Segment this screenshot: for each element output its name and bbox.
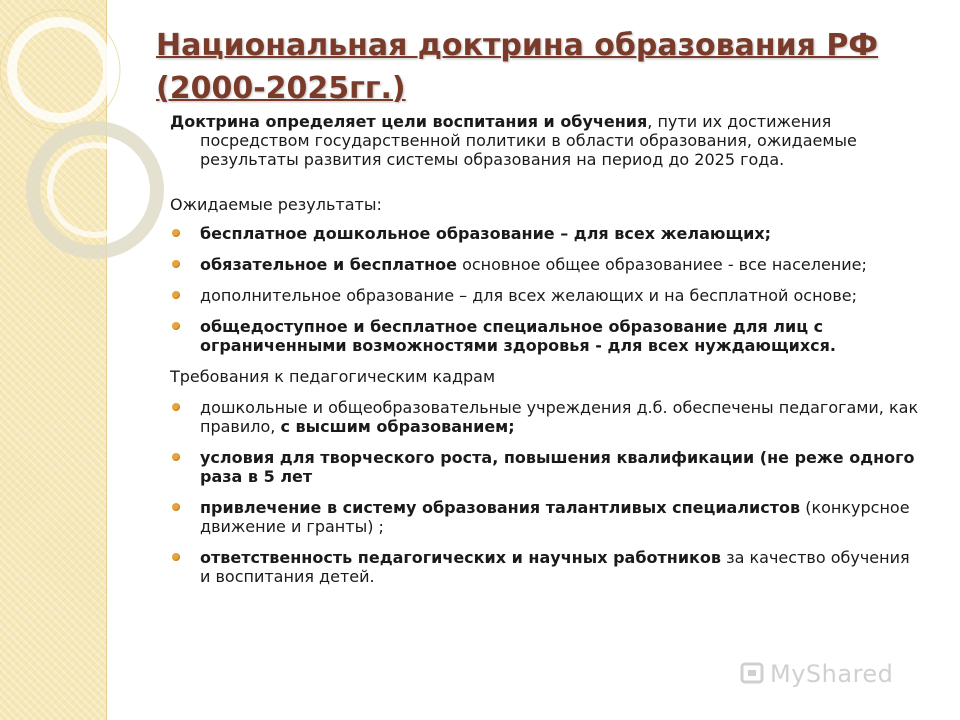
item-text: дошкольные и общеобразовательные учреждения д.б. обеспечены педагогами, как правило, — [200, 398, 919, 436]
item-bold: обязательное и бесплатное — [200, 255, 457, 274]
item-text: (конкурсное движение и гранты) ; — [200, 498, 910, 536]
watermark-icon — [738, 658, 766, 688]
item-bold: бесплатное дошкольное образование – для всех желающих; — [200, 224, 772, 243]
slide-body — [170, 112, 925, 598]
list-item — [170, 398, 925, 436]
list-item — [170, 286, 925, 305]
expected-results-heading: Ожидаемые результаты: — [170, 195, 382, 214]
expected-results-list — [170, 224, 925, 355]
list-item — [170, 224, 925, 243]
item-bold: с высшим образованием; — [280, 417, 515, 436]
list-item — [170, 317, 925, 355]
staff-requirements-list — [170, 398, 925, 586]
intro-paragraph — [170, 112, 925, 169]
item-text: основное общее образованиее - все население; — [457, 255, 867, 274]
intro-text: , пути их достижения посредством государственной политики в области образования, ожидаемые результаты развития системы образования на период до 2025 года. — [200, 112, 857, 169]
item-text: за качество обучения и воспитания детей. — [200, 548, 910, 586]
item-bold: общедоступное и бесплатное специальное образование для лиц с ограниченными возможностями здоровья - для всех нуждающихся. — [200, 317, 837, 355]
staff-requirements-heading: Требования к педагогическим кадрам — [170, 367, 496, 386]
item-bold: условия для творческого роста, повышения квалификации (не реже одного раза в 5 лет — [200, 448, 915, 486]
item-bold: привлечение в систему образования талантливых специалистов — [200, 498, 801, 517]
item-bold: ответственность педагогических и научных работников — [200, 548, 722, 567]
intro-bold: Доктрина определяет цели воспитания и обучения — [170, 112, 648, 131]
slide-title: Национальная доктрина образования РФ (2000-2025гг.) — [156, 28, 879, 106]
list-item — [170, 548, 925, 586]
watermark: MyShared — [770, 660, 894, 688]
list-item — [170, 448, 925, 486]
list-item — [170, 255, 925, 274]
item-text: дополнительное образование – для всех желающих и на бесплатной основе; — [200, 286, 858, 305]
list-item — [170, 498, 925, 536]
